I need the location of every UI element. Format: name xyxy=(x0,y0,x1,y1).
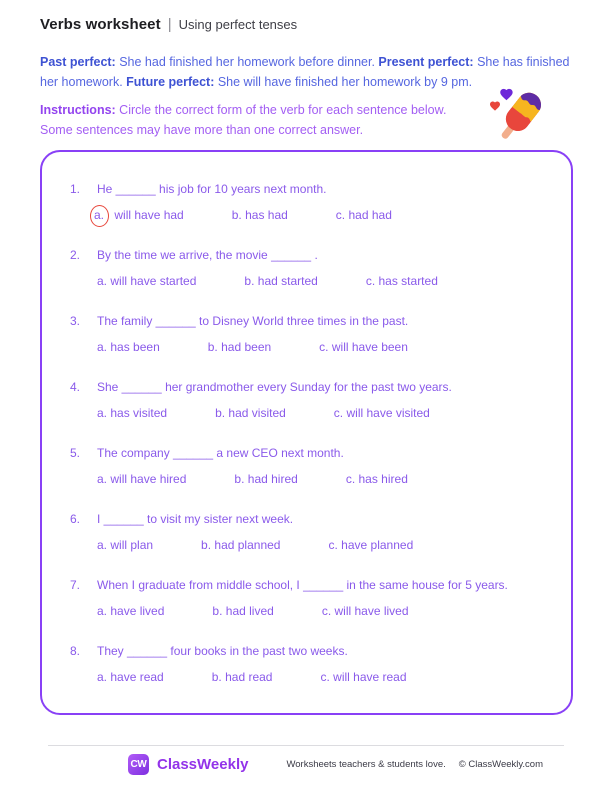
option-a[interactable]: a. will have had xyxy=(97,206,184,224)
question-3 xyxy=(70,312,551,356)
popsicle-with-hearts-icon xyxy=(488,88,548,148)
option-a[interactable]: a. has visited xyxy=(97,406,168,420)
footer xyxy=(128,754,612,775)
question-number: 7. xyxy=(70,578,81,592)
purple-heart-icon xyxy=(500,89,512,100)
question-text: When I graduate from middle school, I ______ in the same house for 5 years. xyxy=(97,578,508,592)
tense-examples xyxy=(40,52,580,92)
option-b[interactable]: b. has had xyxy=(231,208,288,222)
option-a[interactable]: a. will have hired xyxy=(97,472,187,486)
question-8 xyxy=(70,642,551,686)
option-b[interactable]: b. had visited xyxy=(215,406,286,420)
circled-answer-mark[interactable]: a. xyxy=(90,205,109,227)
instructions-label: Instructions: xyxy=(40,103,116,117)
question-text: I ______ to visit my sister next week. xyxy=(97,512,294,526)
option-b[interactable]: b. had hired xyxy=(234,472,298,486)
question-number: 5. xyxy=(70,446,81,460)
page-title: Verbs worksheet xyxy=(40,16,161,33)
past-perfect-example: She had finished her homework before dinner. xyxy=(115,55,379,69)
option-b[interactable]: b. had planned xyxy=(201,538,281,552)
question-text: They ______ four books in the past two weeks. xyxy=(97,644,348,658)
footer-copyright: © ClassWeekly.com xyxy=(458,759,543,770)
footer-tagline: Worksheets teachers & students love. xyxy=(286,759,446,770)
option-c[interactable]: c. had had xyxy=(335,208,392,222)
question-6 xyxy=(70,510,551,554)
small-heart-icon xyxy=(490,102,500,111)
question-text: The family ______ to Disney World three times in the past. xyxy=(97,314,409,328)
question-number: 8. xyxy=(70,644,81,658)
option-c[interactable]: c. have planned xyxy=(328,538,414,552)
question-text: She ______ her grandmother every Sunday for the past two years. xyxy=(97,380,452,394)
question-number: 6. xyxy=(70,512,81,526)
question-2 xyxy=(70,246,551,290)
option-b[interactable]: b. had started xyxy=(244,274,318,288)
title-separator: | xyxy=(167,16,172,33)
option-a[interactable]: a. will plan xyxy=(97,538,154,552)
page-subtitle: Using perfect tenses xyxy=(178,17,298,32)
question-text: By the time we arrive, the movie ______ . xyxy=(97,248,318,262)
question-4 xyxy=(70,378,551,422)
option-a[interactable]: a. have lived xyxy=(97,604,165,618)
option-a[interactable]: a. have read xyxy=(97,670,164,684)
question-number: 3. xyxy=(70,314,81,328)
question-number: 4. xyxy=(70,380,81,394)
option-c[interactable]: c. has started xyxy=(365,274,438,288)
past-perfect-label: Past perfect: xyxy=(40,55,116,69)
question-7 xyxy=(70,576,551,620)
option-b[interactable]: b. had been xyxy=(207,340,272,354)
option-b[interactable]: b. had lived xyxy=(212,604,274,618)
option-a[interactable]: a. will have started xyxy=(97,274,197,288)
question-number: 1. xyxy=(70,182,81,196)
future-perfect-label: Future perfect: xyxy=(126,75,215,89)
future-perfect-example: She will have finished her homework by 9 pm. xyxy=(214,75,473,89)
brand-name: ClassWeekly xyxy=(157,756,249,773)
option-c[interactable]: c. will have been xyxy=(319,340,408,354)
classweekly-logo-icon: CW xyxy=(128,754,149,775)
footer-divider xyxy=(48,745,564,746)
option-c[interactable]: c. has hired xyxy=(345,472,408,486)
page-header xyxy=(40,16,572,33)
questions-panel xyxy=(40,150,573,715)
option-a[interactable]: a. has been xyxy=(97,340,160,354)
question-text: The company ______ a new CEO next month. xyxy=(97,446,344,460)
option-b[interactable]: b. had read xyxy=(211,670,273,684)
instructions xyxy=(40,100,482,140)
instructions-text: Circle the correct form of the verb for each sentence below. Some sentences may have more than one correct answer. xyxy=(40,103,447,137)
question-5 xyxy=(70,444,551,488)
present-perfect-label: Present perfect: xyxy=(378,55,474,69)
question-1 xyxy=(70,180,551,224)
present-perfect-example: She has finished her homework. xyxy=(40,55,570,89)
option-c[interactable]: c. will have visited xyxy=(333,406,430,420)
question-text: He ______ his job for 10 years next month. xyxy=(97,182,327,196)
option-c[interactable]: c. will have read xyxy=(320,670,407,684)
question-number: 2. xyxy=(70,248,81,262)
option-c[interactable]: c. will have lived xyxy=(321,604,409,618)
